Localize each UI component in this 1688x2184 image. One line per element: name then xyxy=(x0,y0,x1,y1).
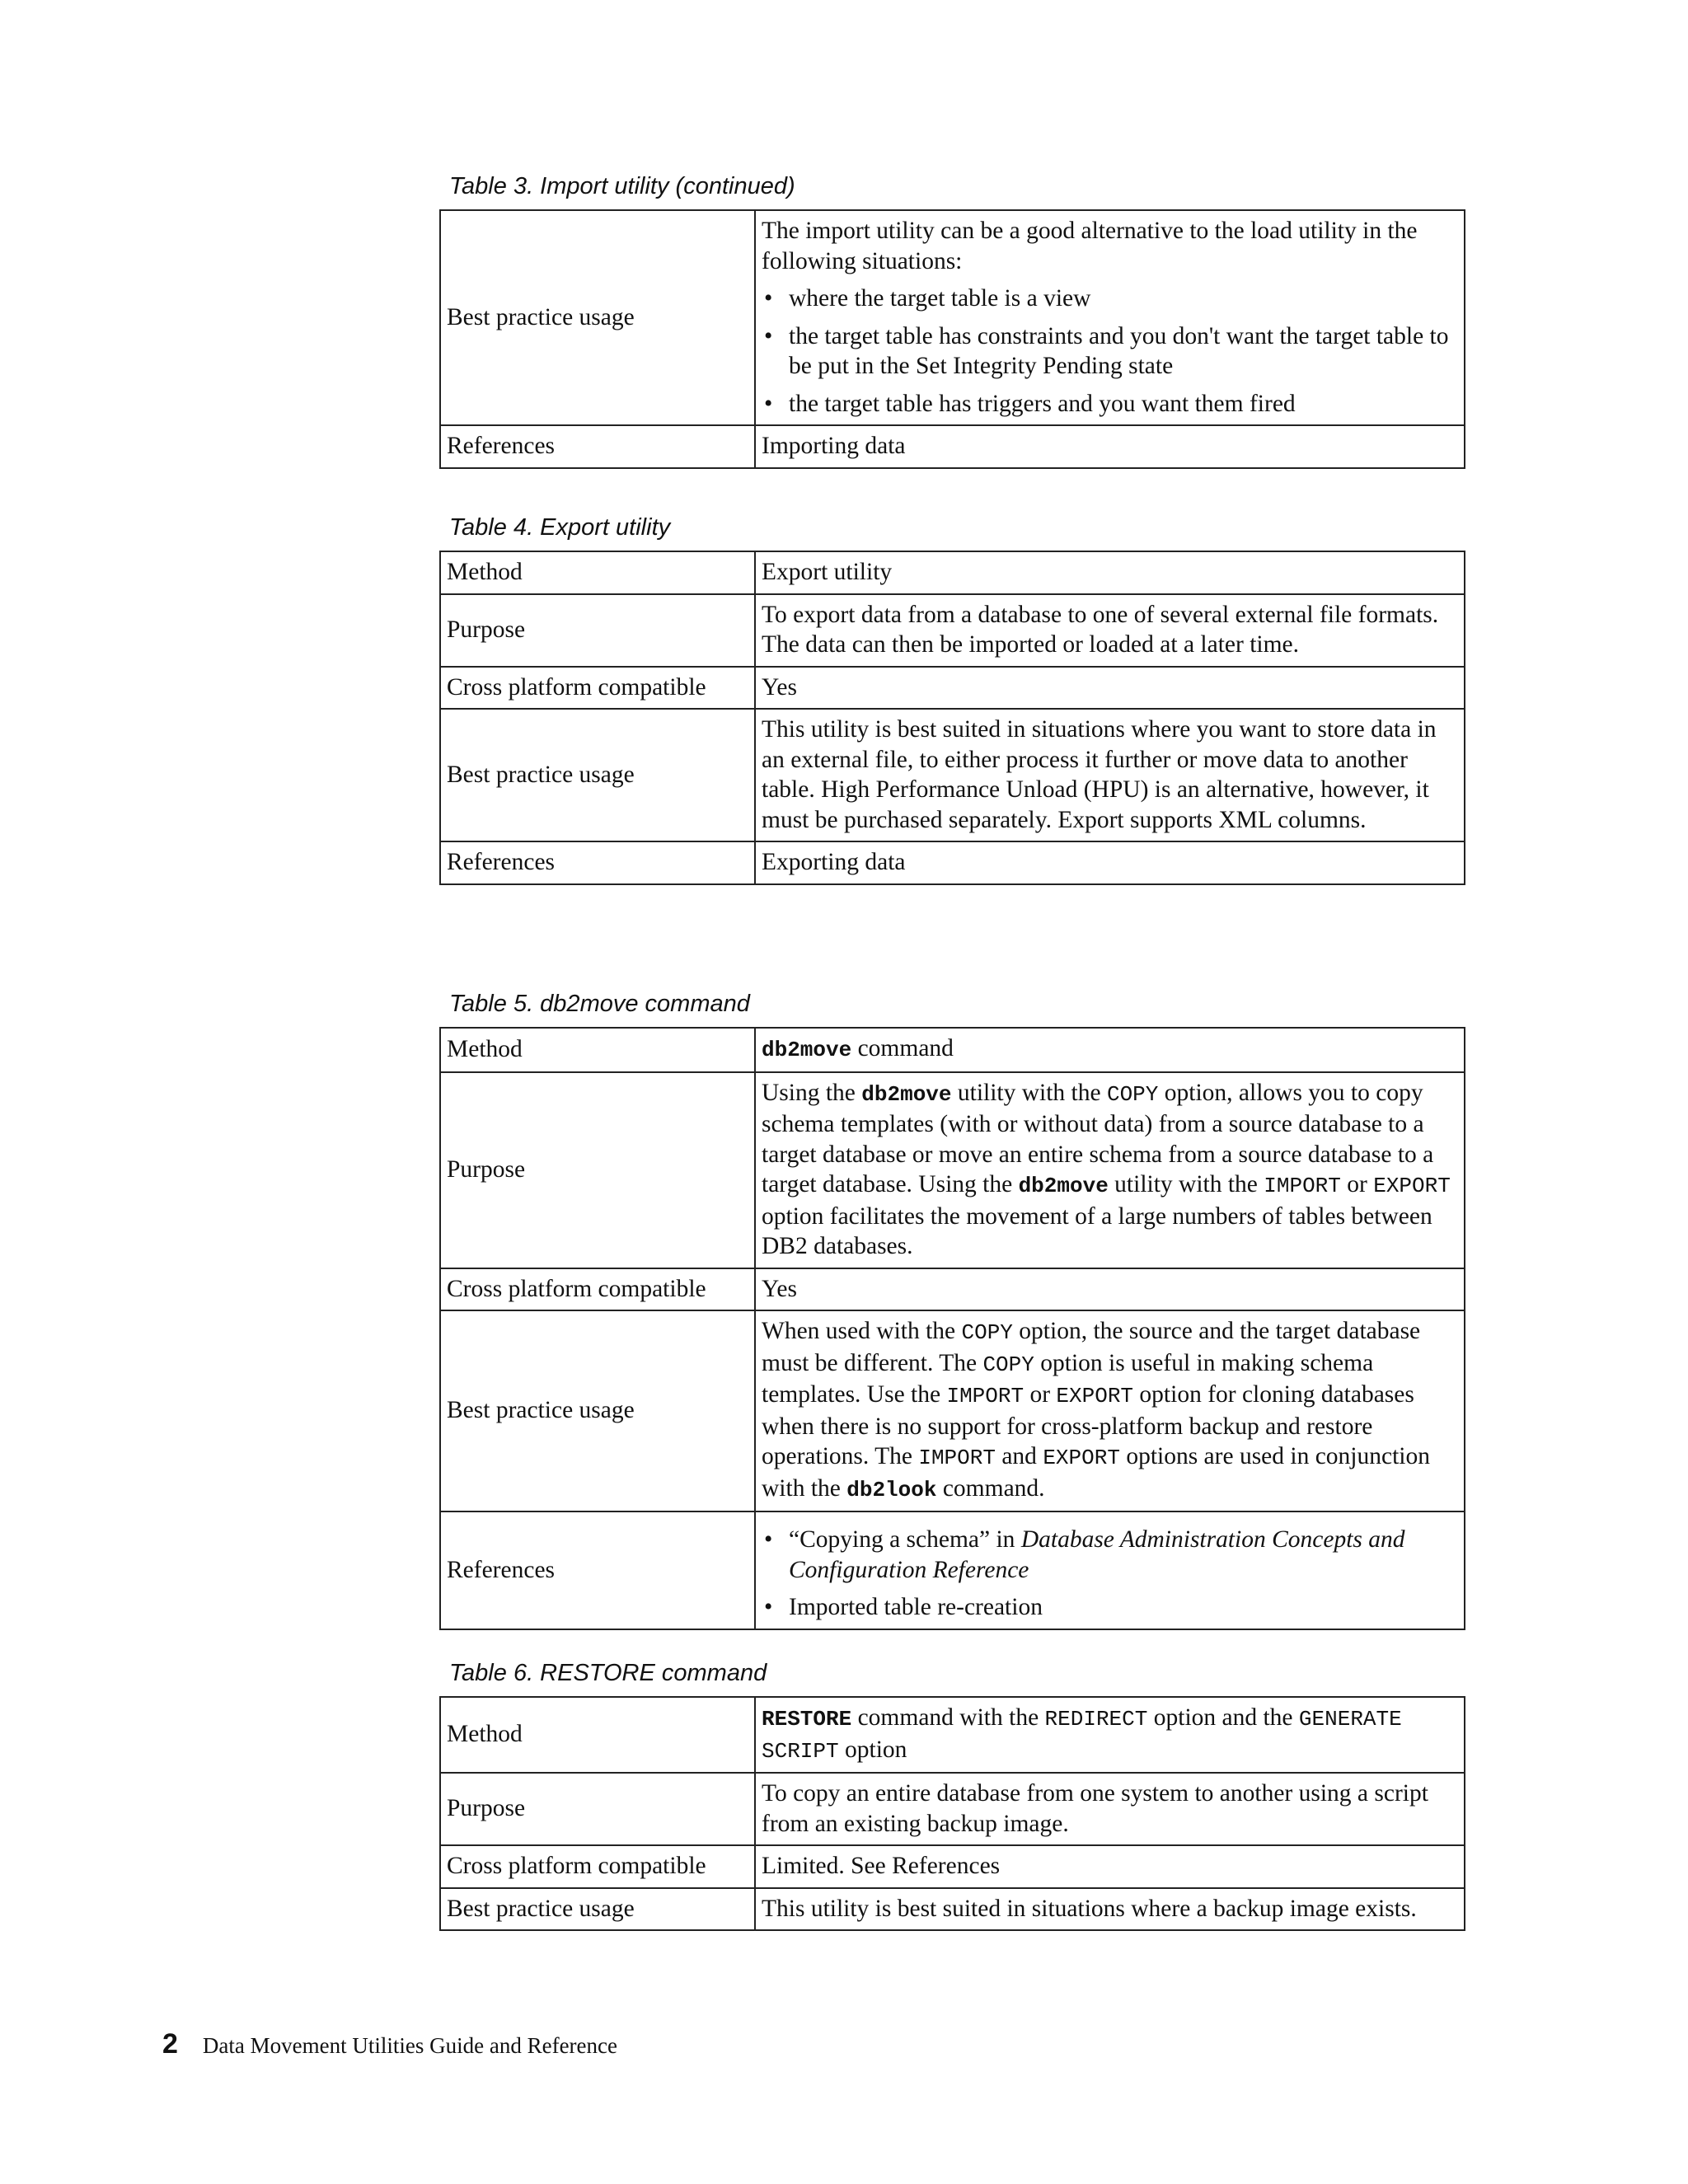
table-6-block xyxy=(439,1658,1465,1931)
row-label: References xyxy=(440,1511,755,1629)
row-label: References xyxy=(440,841,755,884)
option-name: COPY xyxy=(982,1352,1034,1377)
option-name: GENERATE SCRIPT xyxy=(762,1707,1402,1764)
book-title: Database Administration Concepts and Configuration Reference xyxy=(789,1526,1405,1583)
row-label: Method xyxy=(440,1697,755,1773)
row-value: Limited. See References xyxy=(755,1845,1465,1888)
row-label: Purpose xyxy=(440,1072,755,1268)
row-label: Best practice usage xyxy=(440,1888,755,1931)
table-row xyxy=(440,551,1465,594)
row-value xyxy=(755,1697,1465,1773)
row-label: Method xyxy=(440,1028,755,1072)
option-name: IMPORT xyxy=(946,1384,1025,1408)
text-run: options are used in conjunction with the xyxy=(762,1443,1430,1502)
row-value xyxy=(755,1028,1465,1072)
command-name: RESTORE xyxy=(762,1707,852,1732)
row-label: Best practice usage xyxy=(440,709,755,841)
row-label: Cross platform compatible xyxy=(440,667,755,710)
table-5-caption: Table 5. db2move command xyxy=(449,991,750,1017)
text-run: command xyxy=(851,1035,954,1062)
table-6 xyxy=(439,1696,1465,1931)
table-3-caption: Table 3. Import utility (continued) xyxy=(449,173,795,199)
text-run: option facilitates the movement of a large numbers of tables between DB2 databases. xyxy=(762,1202,1432,1259)
text-run: or xyxy=(1340,1171,1374,1197)
table-row xyxy=(440,425,1465,468)
row-value xyxy=(755,1511,1465,1629)
table-row xyxy=(440,709,1465,841)
table-4-block xyxy=(439,513,1465,885)
row-value: To export data from a database to one of several external file formats. The data can then be imported or loaded at a later time. xyxy=(755,594,1465,667)
page-footer xyxy=(162,2027,617,2062)
row-label: Best practice usage xyxy=(440,210,755,425)
text-run: option xyxy=(838,1736,907,1763)
row-label: Cross platform compatible xyxy=(440,1845,755,1888)
text-run: and xyxy=(995,1443,1043,1469)
text-run: “Copying a schema” in xyxy=(789,1526,1021,1553)
row-label: References xyxy=(440,425,755,468)
row-label: Purpose xyxy=(440,594,755,667)
table-row xyxy=(440,210,1465,425)
table-row xyxy=(440,1072,1465,1268)
table-6-caption: Table 6. RESTORE command xyxy=(449,1660,767,1686)
list-item: • the target table has constraints and you don't want the target table to be put in the Set Integrity Pending state xyxy=(762,321,1459,382)
book-title: Data Movement Utilities Guide and Reference xyxy=(202,2033,617,2058)
option-name: IMPORT xyxy=(1264,1174,1341,1198)
list-item: • the target table has triggers and you want them fired xyxy=(762,389,1459,419)
table-row xyxy=(440,1773,1465,1845)
table-row xyxy=(440,1511,1465,1629)
row-value: Importing data xyxy=(755,425,1465,468)
list-item xyxy=(762,1525,1459,1585)
row-value xyxy=(755,1310,1465,1511)
option-name: COPY xyxy=(961,1320,1013,1345)
text-run: or xyxy=(1024,1381,1057,1408)
row-label: Purpose xyxy=(440,1773,755,1845)
text-run: option is useful in making schema templates. Use the xyxy=(762,1349,1374,1408)
table-5-block xyxy=(439,989,1465,1630)
row-value: This utility is best suited in situations where you want to store data in an external file, to either process it further or move data to another table. High Performance Unload (HPU) is an alternative, however, it must be purchased separately. Export supports XML columns. xyxy=(755,709,1465,841)
bullet-list xyxy=(762,284,1459,419)
list-item: • where the target table is a view xyxy=(762,284,1459,314)
text-run: utility with the xyxy=(951,1079,1107,1106)
text-run: utility with the xyxy=(1108,1171,1264,1197)
best-practice-intro: The import utility can be a good alternative to the load utility in the following situations: xyxy=(762,218,1418,274)
table-5 xyxy=(439,1027,1465,1630)
table-row xyxy=(440,667,1465,710)
table-row xyxy=(440,841,1465,884)
row-value: Yes xyxy=(755,667,1465,710)
command-name: db2move xyxy=(762,1038,852,1062)
row-value: To copy an entire database from one system to another using a script from an existing backup image. xyxy=(755,1773,1465,1845)
table-3-block xyxy=(439,171,1465,469)
option-name: COPY xyxy=(1106,1081,1159,1107)
option-name: EXPORT xyxy=(1056,1384,1134,1408)
text-run: command with the xyxy=(851,1704,1045,1731)
row-label: Method xyxy=(440,551,755,594)
option-name: EXPORT xyxy=(1373,1174,1451,1198)
row-value: Export utility xyxy=(755,551,1465,594)
command-name: db2move xyxy=(861,1081,952,1107)
table-row xyxy=(440,1845,1465,1888)
row-label: Best practice usage xyxy=(440,1310,755,1511)
command-name: db2move xyxy=(1018,1174,1109,1198)
table-4-caption: Table 4. Export utility xyxy=(449,514,671,541)
table-row xyxy=(440,1697,1465,1773)
text-run: command. xyxy=(936,1474,1045,1502)
text-run: option for cloning databases when there is no support for cross-platform backup and restore operations. The xyxy=(762,1381,1414,1469)
row-value: Yes xyxy=(755,1268,1465,1311)
page-number: 2 xyxy=(162,2028,178,2060)
text-run: option, the source and the target database must be different. The xyxy=(762,1318,1421,1376)
text-run: option, allows you to copy schema templates (with or without data) from a source database to a target database or move an entire schema from a source database to a target database. Using the xyxy=(762,1079,1434,1197)
command-name: db2look xyxy=(846,1477,937,1502)
bullet-list xyxy=(762,1525,1459,1623)
text-run: Using the xyxy=(762,1079,862,1106)
row-value: This utility is best suited in situations where a backup image exists. xyxy=(755,1888,1465,1931)
table-row xyxy=(440,1310,1465,1511)
text-run: When used with the xyxy=(762,1318,962,1344)
table-row xyxy=(440,1888,1465,1931)
table-row xyxy=(440,1268,1465,1311)
table-row xyxy=(440,594,1465,667)
text-run: option and the xyxy=(1147,1704,1299,1731)
option-name: EXPORT xyxy=(1043,1446,1120,1470)
list-item: • Imported table re-creation xyxy=(762,1592,1459,1623)
row-value xyxy=(755,210,1465,425)
table-4 xyxy=(439,551,1465,885)
table-row xyxy=(440,1028,1465,1072)
row-label: Cross platform compatible xyxy=(440,1268,755,1311)
table-3 xyxy=(439,209,1465,469)
option-name: REDIRECT xyxy=(1044,1707,1148,1732)
row-value: Exporting data xyxy=(755,841,1465,884)
row-value xyxy=(755,1072,1465,1268)
option-name: IMPORT xyxy=(918,1446,996,1470)
